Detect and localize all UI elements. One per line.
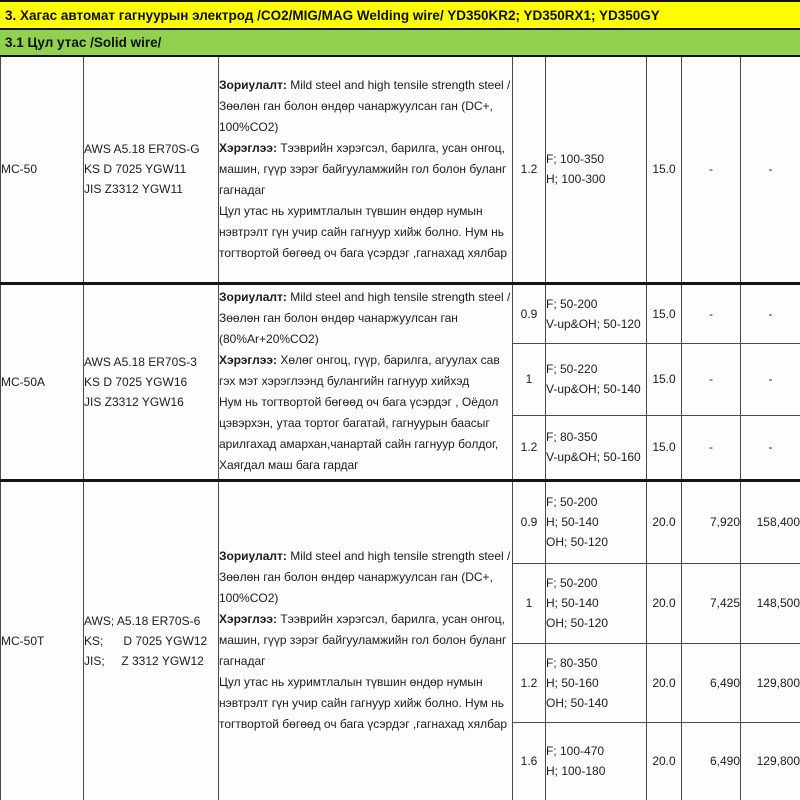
- spec-line: JIS; Z 3312 YGW12: [84, 653, 204, 668]
- spec-line: JIS Z3312 YGW16: [84, 394, 184, 409]
- current-range-line: F; 80-350: [546, 430, 598, 444]
- spool-weight-cell: 15.0: [647, 343, 682, 415]
- subsection-header: 3.1 Цул утас /Solid wire/: [0, 30, 800, 57]
- current-range-line: H; 50-160: [546, 675, 599, 690]
- spool-weight-cell: 15.0: [647, 415, 682, 480]
- price-roll-cell: -: [741, 283, 800, 343]
- price-kg-cell: 7,425: [682, 563, 741, 643]
- product-description-cell: [219, 283, 513, 480]
- price-kg-cell: -: [682, 57, 741, 283]
- spool-weight-cell: 20.0: [647, 480, 682, 563]
- price-kg-cell: 6,490: [682, 722, 741, 800]
- table-row: [1, 57, 800, 283]
- current-range-line: F; 100-470: [546, 744, 605, 758]
- spool-weight-cell: 15.0: [647, 283, 682, 343]
- product-name-cell: MC-50T: [1, 480, 84, 800]
- description-usage: Хэрэглээ: Хөлөг онгоц, гүүр, барилга, агуулах сав гэх мэт хэрэглээнд булангийн гагнуур хийхэд: [219, 353, 500, 388]
- product-description-cell: [219, 480, 513, 800]
- description-note: Цул утас нь хуримтлалын түвшин өндөр нумын нэвтрэлт гүн учир сайн гагнуур хийж болно. Нум нь тогтвортой бөгөөд оч бага үсэрдэг ,гагнахад хялбар: [219, 675, 508, 731]
- current-range-line: F; 50-200: [546, 296, 598, 311]
- diameter-cell: 1.2: [513, 415, 546, 480]
- current-range-line: OH; 50-120: [546, 535, 609, 549]
- spool-weight-cell: 15.0: [647, 57, 682, 283]
- product-description-cell: [219, 57, 513, 283]
- diameter-cell: 1.2: [513, 643, 546, 722]
- product-specs-cell: [84, 480, 219, 800]
- price-roll-cell: 158,400: [741, 480, 800, 563]
- price-roll-cell: -: [741, 57, 800, 283]
- spec-line: JIS Z3312 YGW11: [84, 182, 183, 197]
- spool-weight-cell: 20.0: [647, 563, 682, 643]
- table-row: [1, 283, 800, 343]
- spec-line: KS; D 7025 YGW12: [84, 633, 208, 648]
- current-range-line: F; 50-200: [546, 576, 598, 590]
- diameter-cell: 1: [513, 563, 546, 643]
- spec-line: KS D 7025 YGW16: [84, 374, 188, 389]
- current-range-line: H; 50-140: [546, 596, 599, 610]
- description-note: Цул утас нь хуримтлалын түвшин өндөр нумын нэвтрэлт гүн учир сайн гагнуур хийж болно. Нум нь тогтвортой бөгөөд оч бага үсэрдэг ,гагнахад хялбар: [219, 203, 508, 260]
- current-range-cell: [546, 722, 647, 800]
- spec-line: AWS A5.18 ER70S-3: [84, 354, 197, 369]
- section-header: 3. Хагас автомат гагнуурын электрод /CO2/MIG/MAG Welding wire/ YD350KR2; YD350RX1; YD350GY: [0, 0, 800, 30]
- description-purpose: Зориулалт: Mild steel and high tensile strength steel / Зөөлөн ган болон өндөр чанаржуулсан ган (80%Ar+20%CO2): [219, 290, 511, 346]
- description-usage: Хэрэглээ: Тээврийн хэрэгсэл, барилга, усан онгоц, машин, гүүр зэрэг байгууламжийн гол болон буланг гагнадаг: [219, 612, 507, 668]
- price-roll-cell: 129,800: [741, 722, 800, 800]
- current-range-line: H; 100-180: [546, 764, 606, 778]
- product-name-cell: MC-50: [1, 57, 84, 283]
- current-range-line: F; 50-220: [546, 362, 598, 376]
- product-name-cell: MC-50A: [1, 283, 84, 480]
- price-roll-cell: -: [741, 343, 800, 415]
- description-note: Нум нь тогтвортой бөгөөд оч бага үсэрдэг , Оёдол цэвэрхэн, утаа тортог багатай, гагнуурын баасыг арилгахад амархан,чанартай сайн гагнуур болдог, Хаягдал маш бага гардаг: [219, 395, 499, 472]
- spec-line: AWS; A5.18 ER70S-6: [84, 613, 201, 628]
- description-purpose: Зориулалт: Mild steel and high tensile strength steel / Зөөлөн ган болон өндөр чанаржуулсан ган (DC+, 100%CO2): [219, 549, 511, 605]
- current-range-line: V-up&OH; 50-140: [546, 382, 641, 396]
- spool-weight-cell: 20.0: [647, 643, 682, 722]
- diameter-cell: 1.6: [513, 722, 546, 800]
- current-range-cell: [546, 563, 647, 643]
- price-roll-cell: 148,500: [741, 563, 800, 643]
- product-table: [0, 57, 800, 800]
- current-range-line: H; 50-140: [546, 515, 599, 529]
- current-range-line: V-up&OH; 50-160: [546, 450, 641, 464]
- current-range-line: V-up&OH; 50-120: [546, 316, 641, 331]
- price-kg-cell: -: [682, 283, 741, 343]
- diameter-cell: 1.2: [513, 57, 546, 283]
- product-specs-cell: [84, 283, 219, 480]
- current-range-line: H; 100-300: [546, 172, 606, 187]
- price-kg-cell: -: [682, 415, 741, 480]
- current-range-cell: [546, 415, 647, 480]
- current-range-line: F; 80-350: [546, 655, 598, 670]
- current-range-cell: [546, 283, 647, 343]
- product-specs-cell: [84, 57, 219, 283]
- spec-line: AWS A5.18 ER70S-G: [84, 142, 200, 157]
- description-usage: Хэрэглээ: Тээврийн хэрэгсэл, барилга, усан онгоц, машин, гүүр зэрэг байгууламжийн гол болон буланг гагнадаг: [219, 140, 507, 197]
- price-roll-cell: -: [741, 415, 800, 480]
- diameter-cell: 1: [513, 343, 546, 415]
- spec-line: KS D 7025 YGW11: [84, 162, 187, 177]
- price-kg-cell: -: [682, 343, 741, 415]
- price-kg-cell: 7,920: [682, 480, 741, 563]
- current-range-cell: [546, 343, 647, 415]
- current-range-cell: [546, 480, 647, 563]
- current-range-cell: [546, 643, 647, 722]
- price-roll-cell: 129,800: [741, 643, 800, 722]
- current-range-line: F; 100-350: [546, 152, 605, 167]
- description-purpose: Зориулалт: Mild steel and high tensile strength steel / Зөөлөн ган болон өндөр чанаржуулсан ган (DC+, 100%CO2): [219, 77, 511, 134]
- current-range-line: F; 50-200: [546, 495, 598, 509]
- current-range-line: OH; 50-120: [546, 616, 609, 630]
- current-range-line: OH; 50-140: [546, 695, 609, 710]
- diameter-cell: 0.9: [513, 480, 546, 563]
- current-range-cell: [546, 57, 647, 283]
- table-row: [1, 480, 800, 563]
- diameter-cell: 0.9: [513, 283, 546, 343]
- price-kg-cell: 6,490: [682, 643, 741, 722]
- spool-weight-cell: 20.0: [647, 722, 682, 800]
